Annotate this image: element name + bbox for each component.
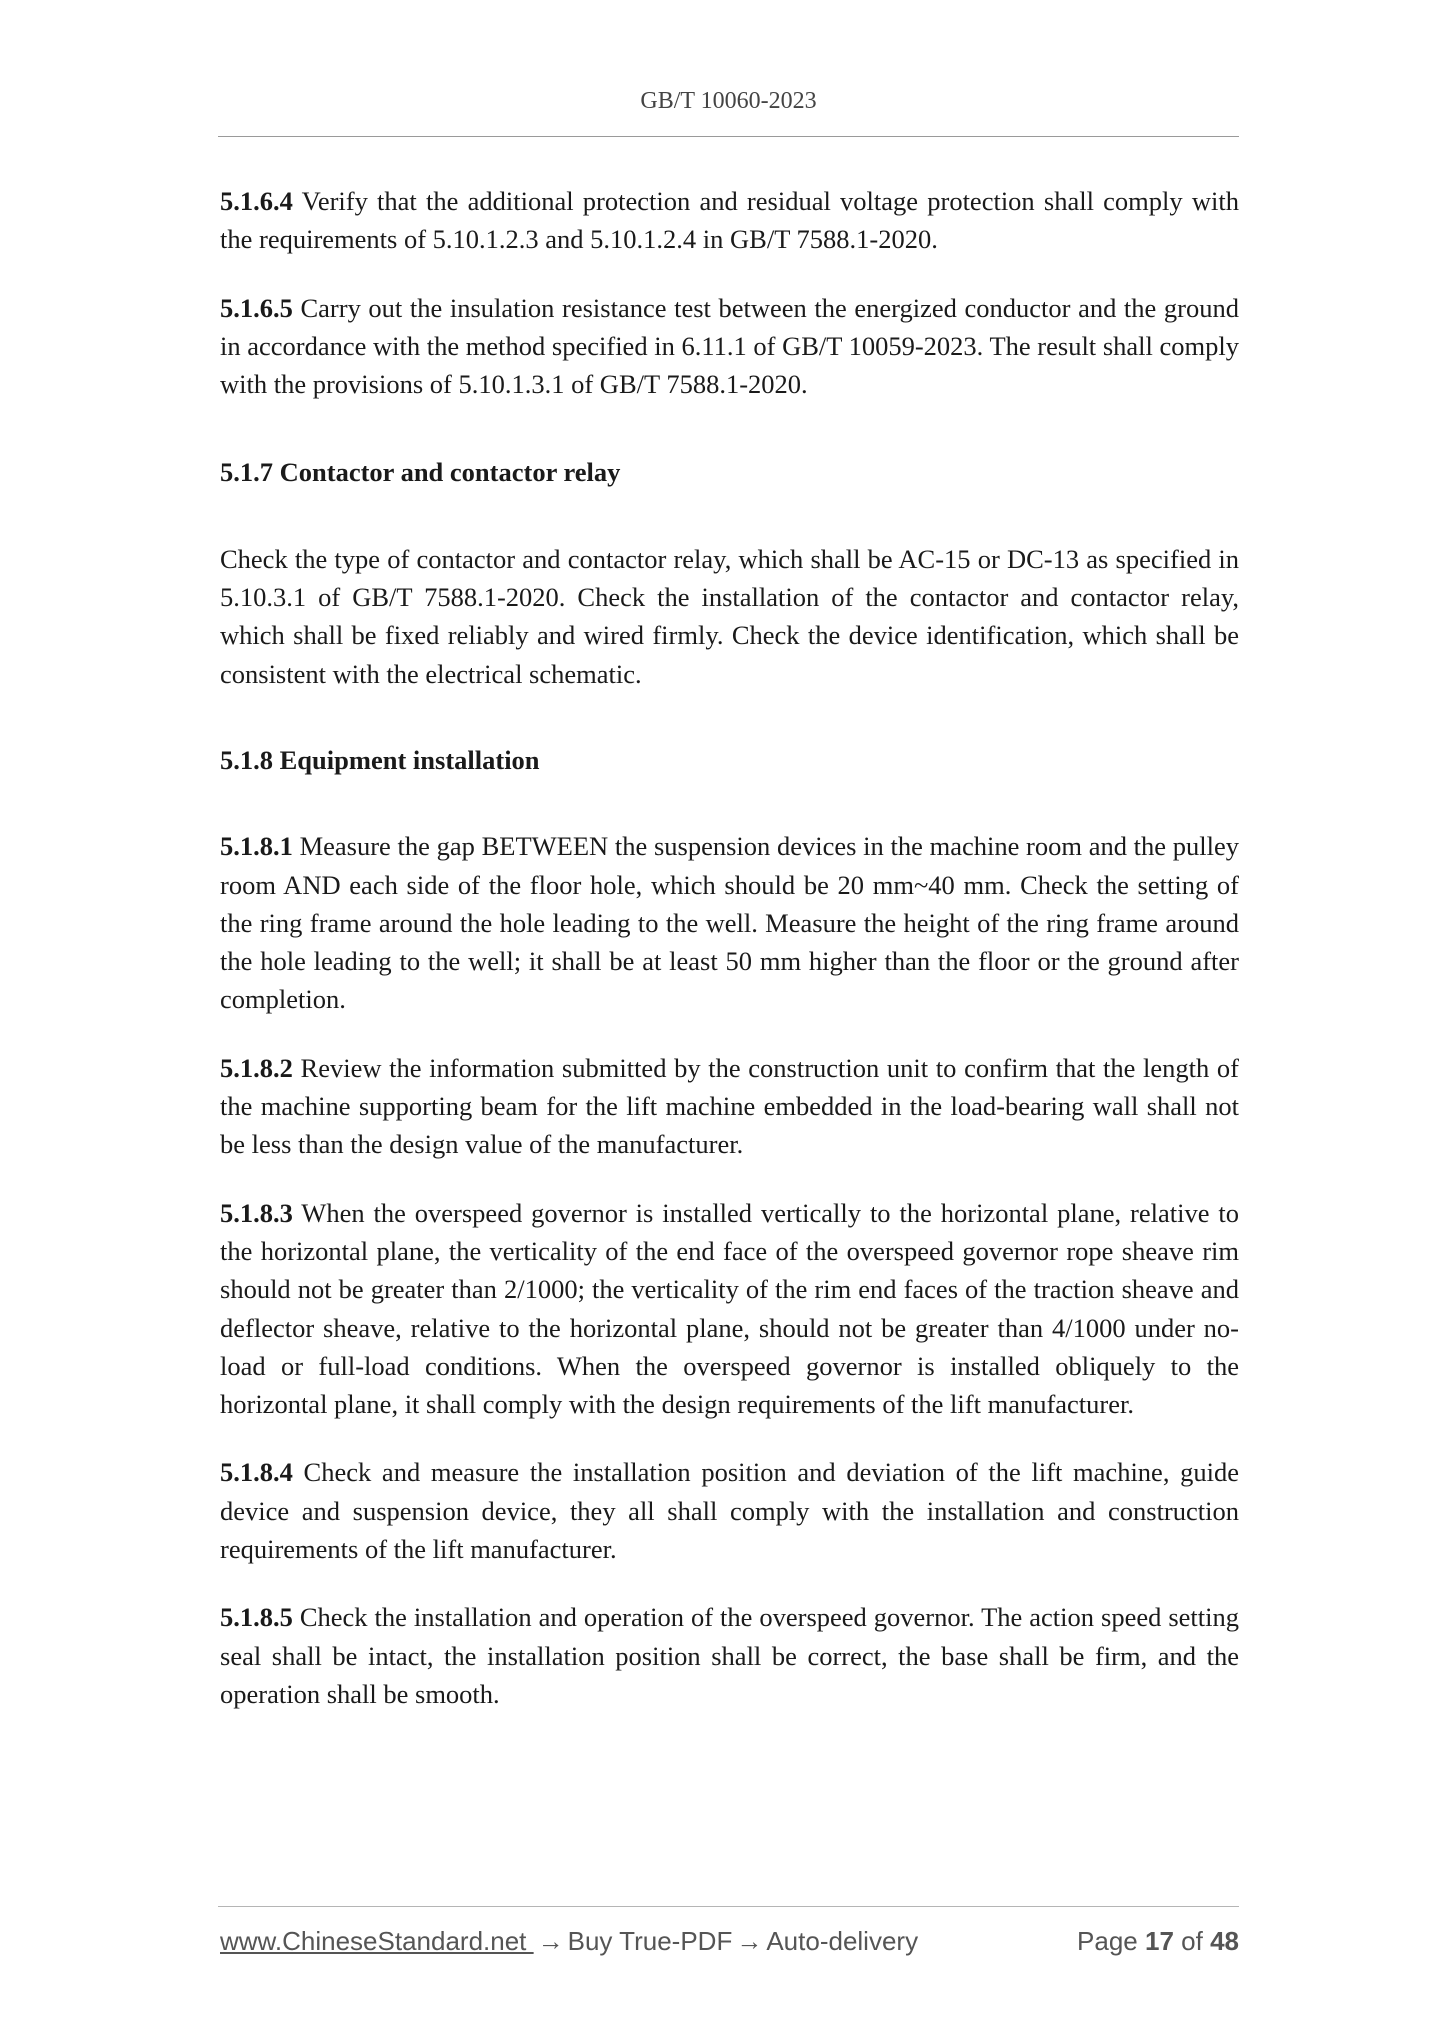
- paragraph-5-1-8-3: [220, 1194, 1239, 1424]
- header-divider: [218, 136, 1239, 137]
- paragraph-5-1-8-5: [220, 1598, 1239, 1713]
- buy-true-pdf-text: Buy True-PDF: [567, 1926, 733, 1956]
- heading-5-1-8: 5.1.8 Equipment installation: [220, 744, 540, 775]
- paragraph-5-1-8-1: [220, 827, 1239, 1018]
- footer-divider: [218, 1906, 1239, 1907]
- clause-number: 5.1.6.5: [220, 292, 293, 323]
- clause-text: When the overspeed governor is installed vertically to the horizontal plane, relative to the horizontal plane, the verticality of the end face of the overspeed governor rope sheave rim should not be greater than 2/1000; the verticality of the rim end faces of the traction sheave and deflector sheave, relative to the horizontal plane, should not be greater than 4/1000 under no-load or full-load conditions. When the overspeed governor is installed obliquely to the horizontal plane, it shall comply with the design requirements of the lift manufacturer.: [220, 1197, 1239, 1420]
- clause-text: Check the installation and operation of the overspeed governor. The action speed setting seal shall be intact, the installation position shall be correct, the base shall be firm, and the operation shall be smooth.: [220, 1602, 1239, 1709]
- page-of: of: [1181, 1926, 1203, 1956]
- clause-number: 5.1.8.2: [220, 1052, 293, 1083]
- page-label: Page: [1077, 1926, 1138, 1956]
- clause-number: 5.1.8.5: [220, 1602, 293, 1633]
- paragraph-5-1-8-2: [220, 1049, 1239, 1164]
- clause-text: Carry out the insulation resistance test between the energized conductor and the ground in accordance with the method specified in 6.11.1 of GB/T 10059-2023. The result shall comply with the provisions of 5.10.1.3.1 of GB/T 7588.1-2020.: [220, 292, 1239, 400]
- document-body: [220, 182, 1239, 1713]
- clause-number: 5.1.6.4: [220, 186, 293, 216]
- paragraph-5-1-7: Check the type of contactor and contactor relay, which shall be AC-15 or DC-13 as specified in 5.10.3.1 of GB/T 7588.1-2020. Check the installation of the contactor and contactor relay, which shall be fixed reliably and wired firmly. Check the device identification, which shall be consistent with the electrical schematic.: [220, 543, 1239, 689]
- page-header-title: GB/T 10060-2023: [640, 88, 817, 114]
- clause-text: Verify that the additional protection and residual voltage protection shall comply with the requirements of 5.10.1.2.3 and 5.10.1.2.4 in GB/T 7588.1-2020.: [220, 186, 1239, 255]
- page-footer: [220, 1926, 1239, 1957]
- page-current: 17: [1145, 1926, 1174, 1956]
- chinesestandard-link[interactable]: www.ChineseStandard.net: [220, 1926, 534, 1956]
- clause-text: Review the information submitted by the construction unit to confirm that the length of the machine supporting beam for the lift machine embedded in the load-bearing wall shall not be less than the design value of the manufacturer.: [220, 1052, 1239, 1160]
- arrow-right-icon: →: [736, 1926, 763, 1956]
- paragraph-5-1-8-4: [220, 1453, 1239, 1568]
- heading-5-1-7: 5.1.7 Contactor and contactor relay: [220, 457, 621, 488]
- clause-number: 5.1.8.1: [220, 831, 293, 862]
- paragraph-5-1-6-5: [220, 289, 1239, 404]
- clause-number: 5.1.8.3: [220, 1197, 293, 1228]
- auto-delivery-text: Auto-delivery: [766, 1926, 919, 1956]
- arrow-right-icon: →: [537, 1926, 564, 1956]
- page-counter: [1077, 1926, 1239, 1957]
- page-total: 48: [1210, 1926, 1239, 1956]
- clause-number: 5.1.8.4: [220, 1457, 293, 1488]
- paragraph-5-1-6-4: [220, 182, 1239, 259]
- clause-text: Check and measure the installation position and deviation of the lift machine, guide device and suspension device, they all shall comply with the installation and construction requirements of the lift manufacturer.: [220, 1457, 1239, 1565]
- footer-promo: [220, 1926, 918, 1957]
- clause-text: Measure the gap BETWEEN the suspension devices in the machine room and the pulley room AND each side of the floor hole, which should be 20 mm~40 mm. Check the setting of the ring frame around the hole leading to the well. Measure the height of the ring frame around the hole leading to the well; it shall be at least 50 mm higher than the floor or the ground after completion.: [220, 831, 1239, 1015]
